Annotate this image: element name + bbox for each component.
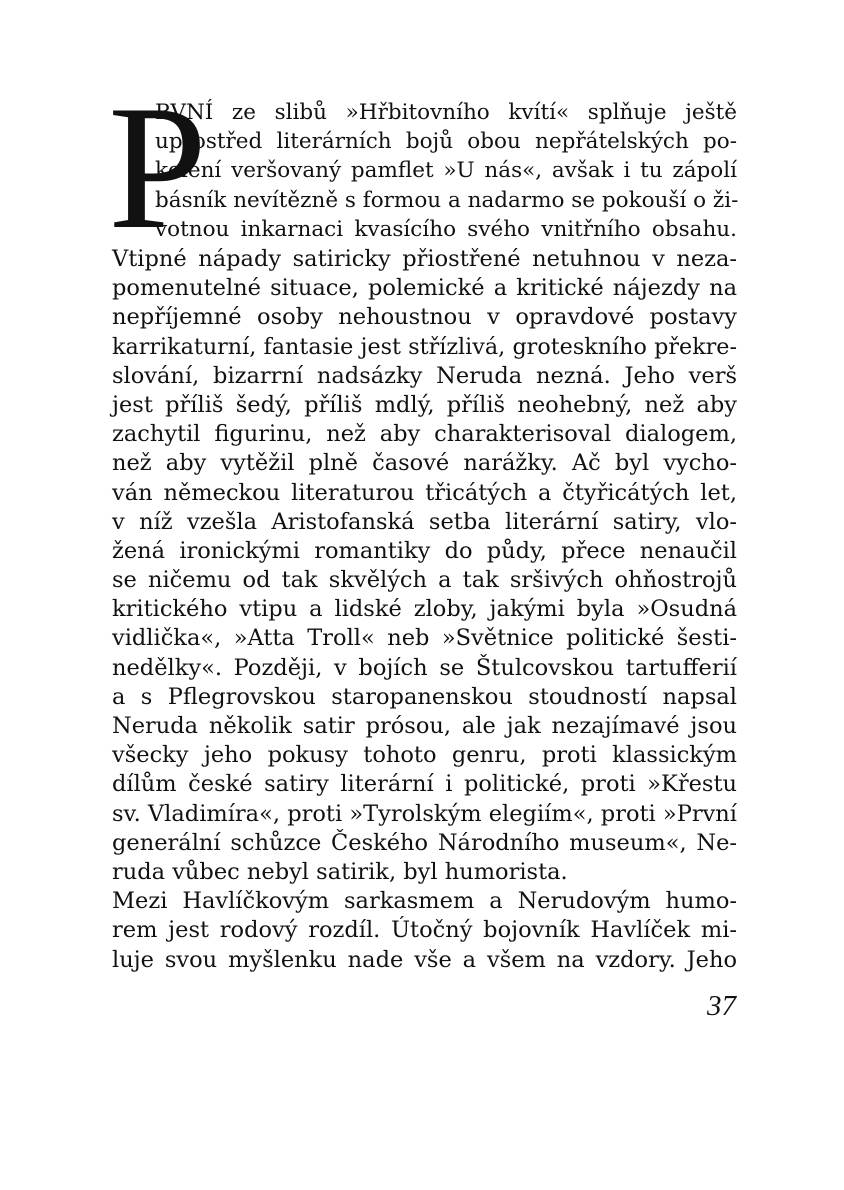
text-line: slování, bizarrní nadsázky Neruda nezná. Jeho verš <box>112 362 737 389</box>
text-line: nedělky«. Později, v bojích se Štulcovskou tartufferií <box>112 654 737 681</box>
text-line: a s Pflegrovskou staropanenskou stoudností napsal <box>112 683 737 710</box>
body-text <box>108 68 739 975</box>
text-line: RVNÍ ze slibů »Hřbitovního kvítí« splňuje ještě <box>155 100 737 125</box>
text-line: rem jest rodový rozdíl. Útočný bojovník Havlíček mi- <box>112 917 737 944</box>
text-line: kolení veršovaný pamflet »U nás«, avšak i tu zápolí <box>155 158 737 184</box>
text-line: se ničemu od tak skvělých a tak sršivých ohňostrojů <box>112 567 737 594</box>
paragraph-lines <box>112 245 737 975</box>
page-number: 37 <box>707 990 736 1022</box>
text-line: votnou inkarnaci kvasícího svého vnitřního obsahu. <box>155 216 737 242</box>
text-line: ván německou literaturou třicátých a čtyřicátých let, <box>112 479 737 506</box>
text-line: Vtipné nápady satiricky přiostřené netuhnou v neza- <box>112 246 737 272</box>
text-line: Neruda několik satir prósou, ale jak nezajímavé jsou <box>112 713 737 739</box>
text-line: v níž vzešla Aristofanská setba literární satiry, vlo- <box>112 508 737 535</box>
text-line: uprostřed literárních bojů obou nepřátelských po- <box>155 129 737 155</box>
text-line: dílům české satiry literární i politické, proti »Křestu <box>112 771 737 798</box>
drop-cap: P <box>108 68 207 266</box>
text-line: pomenutelné situace, polemické a kritické nájezdy na <box>112 275 737 302</box>
text-line: žená ironickými romantiky do půdy, přece nenaučil <box>112 537 737 564</box>
text-line: než aby vytěžil plně časové narážky. Ač byl vycho- <box>112 450 737 477</box>
text-line: sv. Vladimíra«, proti »Tyrolským elegiím«, proti »První <box>112 800 737 827</box>
text-line: všecky jeho pokusy tohoto genru, proti klassickým <box>112 742 737 769</box>
text-line: nepříjemné osoby nehoustnou v opravdové postavy <box>112 304 737 331</box>
text-line: kritického vtipu a lidské zloby, jakými byla »Osudná <box>112 596 737 623</box>
text-line: karrikaturní, fantasie jest střízlivá, groteskního překre- <box>112 333 737 360</box>
text-line: luje svou myšlenku nade vše a všem na vzdory. Jeho <box>112 946 737 973</box>
text-line: generální schůzce Českého Národního museum«, Ne- <box>112 829 737 856</box>
text-line: vidlička«, »Atta Troll« neb »Světnice politické šesti- <box>112 625 737 652</box>
text-line: jest příliš šedý, příliš mdlý, příliš neohebný, než aby <box>112 391 737 418</box>
text-line: básník nevítězně s formou a nadarmo se pokouší o ži- <box>155 187 739 213</box>
text-line: Mezi Havlíčkovým sarkasmem a Nerudovým humo- <box>112 888 737 915</box>
drop-cap-lines <box>155 98 737 244</box>
text-line: zachytil figurinu, než aby charakterisoval dialogem, <box>112 421 737 448</box>
text-line: ruda vůbec nebyl satirik, byl humorista. <box>112 858 568 885</box>
